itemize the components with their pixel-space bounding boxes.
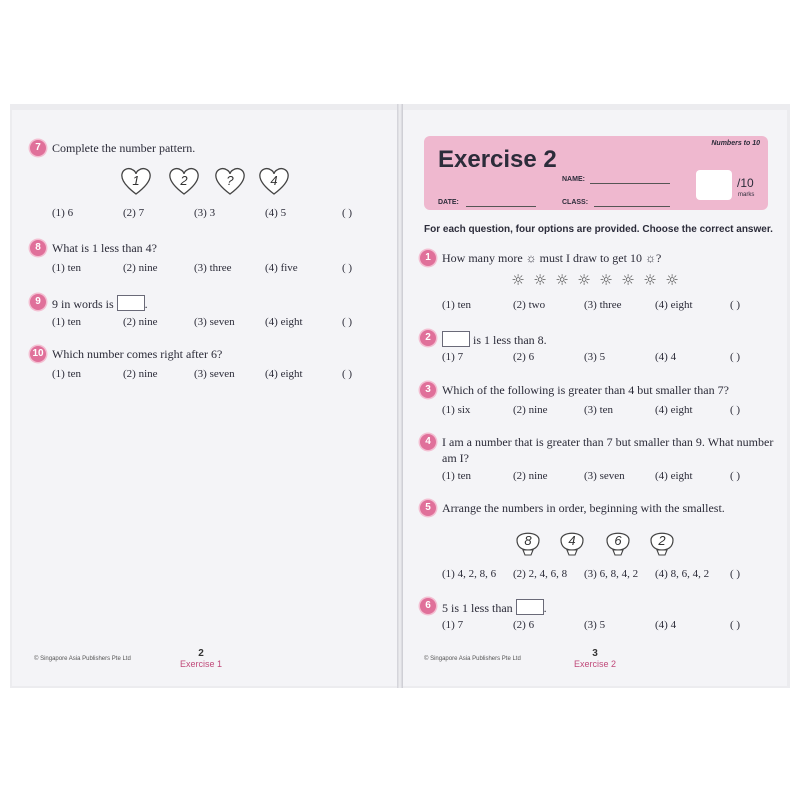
option-1[interactable]: (1) ten [52, 368, 82, 380]
question-text: is 1 less than 8. [473, 333, 547, 347]
answer-box[interactable] [516, 599, 544, 615]
page-number-right [570, 648, 620, 669]
question-text: I am a number that is greater than 7 but smaller than 9. What number [442, 435, 774, 449]
option-3[interactable]: (3) seven [194, 316, 235, 328]
option-4[interactable]: (4) eight [655, 299, 693, 311]
sun-icon: ☼ [555, 271, 569, 289]
question-text: 9 in words is [52, 297, 114, 311]
sun-icon: ☼ [621, 271, 635, 289]
page-number: 2 [198, 648, 204, 659]
option-2[interactable]: (2) 7 [123, 207, 145, 219]
option-4[interactable]: (4) 4 [655, 619, 677, 631]
marks-label: marks [738, 192, 755, 198]
option-4[interactable]: (4) 8, 6, 4, 2 [655, 568, 710, 580]
question-text: Arrange the numbers in order, beginning with the smallest. [442, 501, 725, 515]
answer-blank[interactable]: ( ) [730, 299, 741, 311]
shell-icon [648, 526, 676, 556]
option-2[interactable]: (2) nine [513, 470, 548, 482]
option-4[interactable]: (4) eight [655, 470, 693, 482]
question-text-suffix: . [543, 601, 547, 615]
option-1[interactable]: (1) 4, 2, 8, 6 [442, 568, 497, 580]
option-2[interactable]: (2) 6 [513, 351, 535, 363]
answer-blank[interactable]: ( ) [342, 207, 353, 219]
heart-label: ? [226, 173, 234, 188]
question-text-wrap [52, 295, 148, 312]
option-1[interactable]: (1) 6 [52, 207, 74, 219]
exercise-title: Exercise 2 [438, 146, 557, 173]
heart-icon [214, 166, 246, 196]
option-3[interactable]: (3) seven [584, 470, 625, 482]
sun-icon: ☼ [511, 271, 525, 289]
option-3[interactable]: (3) 3 [194, 207, 216, 219]
option-3[interactable]: (3) seven [194, 368, 235, 380]
name-line[interactable] [590, 183, 670, 184]
marks-box[interactable] [696, 170, 732, 200]
option-3[interactable]: (3) 5 [584, 619, 606, 631]
question-text: Complete the number pattern. [52, 141, 196, 155]
page-number: 3 [592, 648, 598, 659]
sun-icon: ☼ [577, 271, 591, 289]
question-text: How many more ☼ must I draw to get 10 ☼? [442, 251, 662, 265]
heart-label: 4 [270, 173, 278, 188]
option-2[interactable]: (2) two [513, 299, 546, 311]
option-1[interactable]: (1) ten [52, 316, 82, 328]
option-4[interactable]: (4) eight [265, 316, 303, 328]
shell-icon [514, 526, 542, 556]
answer-box[interactable] [442, 331, 470, 347]
question-number: 3 [420, 382, 436, 398]
question-text: Which of the following is greater than 4 but smaller than 7? [442, 383, 729, 397]
shell-label: 8 [524, 533, 532, 548]
option-3[interactable]: (3) ten [584, 404, 614, 416]
page-label: Exercise 2 [573, 659, 617, 669]
option-4[interactable]: (4) 5 [265, 207, 287, 219]
option-4[interactable]: (4) 4 [655, 351, 677, 363]
answer-blank[interactable]: ( ) [342, 262, 353, 274]
date-line[interactable] [466, 206, 536, 207]
question-number: 10 [30, 346, 46, 362]
option-3[interactable]: (3) 6, 8, 4, 2 [584, 568, 639, 580]
shell-label: 4 [568, 533, 576, 548]
heart-icon [258, 166, 290, 196]
answer-blank[interactable]: ( ) [342, 316, 353, 328]
heart-label: 1 [132, 173, 140, 188]
question-number: 4 [420, 434, 436, 450]
page-label: Exercise 1 [179, 659, 223, 669]
option-4[interactable]: (4) five [265, 262, 298, 274]
option-4[interactable]: (4) eight [655, 404, 693, 416]
question-number: 8 [30, 240, 46, 256]
shell-icon [558, 526, 586, 556]
option-2[interactable]: (2) nine [123, 368, 158, 380]
option-2[interactable]: (2) nine [123, 262, 158, 274]
copyright: © Singapore Asia Publishers Pte Ltd [34, 656, 131, 662]
question-number: 2 [420, 330, 436, 346]
heart-icon [168, 166, 200, 196]
class-line[interactable] [594, 206, 670, 207]
option-2[interactable]: (2) 6 [513, 619, 535, 631]
shell-icon [604, 526, 632, 556]
topic-label: Numbers to 10 [711, 140, 760, 147]
copyright: © Singapore Asia Publishers Pte Ltd [424, 656, 521, 662]
left-page [12, 110, 397, 686]
answer-blank[interactable]: ( ) [730, 404, 741, 416]
option-1[interactable]: (1) 7 [442, 619, 464, 631]
option-1[interactable]: (1) ten [442, 299, 472, 311]
question-text: What is 1 less than 4? [52, 241, 157, 255]
question-number: 6 [420, 598, 436, 614]
option-3[interactable]: (3) three [194, 262, 232, 274]
date-label: DATE: [438, 199, 459, 206]
answer-blank[interactable]: ( ) [730, 568, 741, 580]
answer-box[interactable] [117, 295, 145, 311]
heart-icon [120, 166, 152, 196]
question-number: 1 [420, 250, 436, 266]
sun-icon: ☼ [533, 271, 547, 289]
option-1[interactable]: (1) ten [442, 470, 472, 482]
option-1[interactable]: (1) 7 [442, 351, 464, 363]
question-text: Which number comes right after 6? [52, 347, 223, 361]
answer-blank[interactable]: ( ) [730, 351, 741, 363]
option-3[interactable]: (3) three [584, 299, 622, 311]
heart-label: 2 [180, 173, 188, 188]
option-4[interactable]: (4) eight [265, 368, 303, 380]
exercise-banner [424, 136, 768, 210]
sun-icon: ☼ [599, 271, 613, 289]
question-text-line2: am I? [442, 451, 469, 465]
answer-blank[interactable]: ( ) [730, 470, 741, 482]
question-number: 9 [30, 294, 46, 310]
option-1[interactable]: (1) six [442, 404, 471, 416]
name-label: NAME: [562, 176, 585, 183]
question-text: 5 is 1 less than [442, 601, 513, 615]
answer-blank[interactable]: ( ) [730, 619, 741, 631]
option-1[interactable]: (1) ten [52, 262, 82, 274]
option-2[interactable]: (2) 2, 4, 6, 8 [513, 568, 568, 580]
shell-label: 6 [614, 533, 622, 548]
instructions: For each question, four options are provided. Choose the correct answer. [424, 224, 773, 235]
page-number-left [176, 648, 226, 669]
question-text-wrap [442, 599, 547, 616]
sun-icon: ☼ [665, 271, 679, 289]
question-number: 7 [30, 140, 46, 156]
shell-label: 2 [658, 533, 666, 548]
sun-icon: ☼ [643, 271, 657, 289]
book-gutter [397, 104, 403, 688]
option-2[interactable]: (2) nine [123, 316, 158, 328]
marks-total: /10 [737, 176, 754, 190]
question-text-wrap [442, 331, 547, 348]
option-3[interactable]: (3) 5 [584, 351, 606, 363]
class-label: CLASS: [562, 199, 589, 206]
question-text-suffix: . [144, 297, 148, 311]
question-number: 5 [420, 500, 436, 516]
answer-blank[interactable]: ( ) [342, 368, 353, 380]
option-2[interactable]: (2) nine [513, 404, 548, 416]
